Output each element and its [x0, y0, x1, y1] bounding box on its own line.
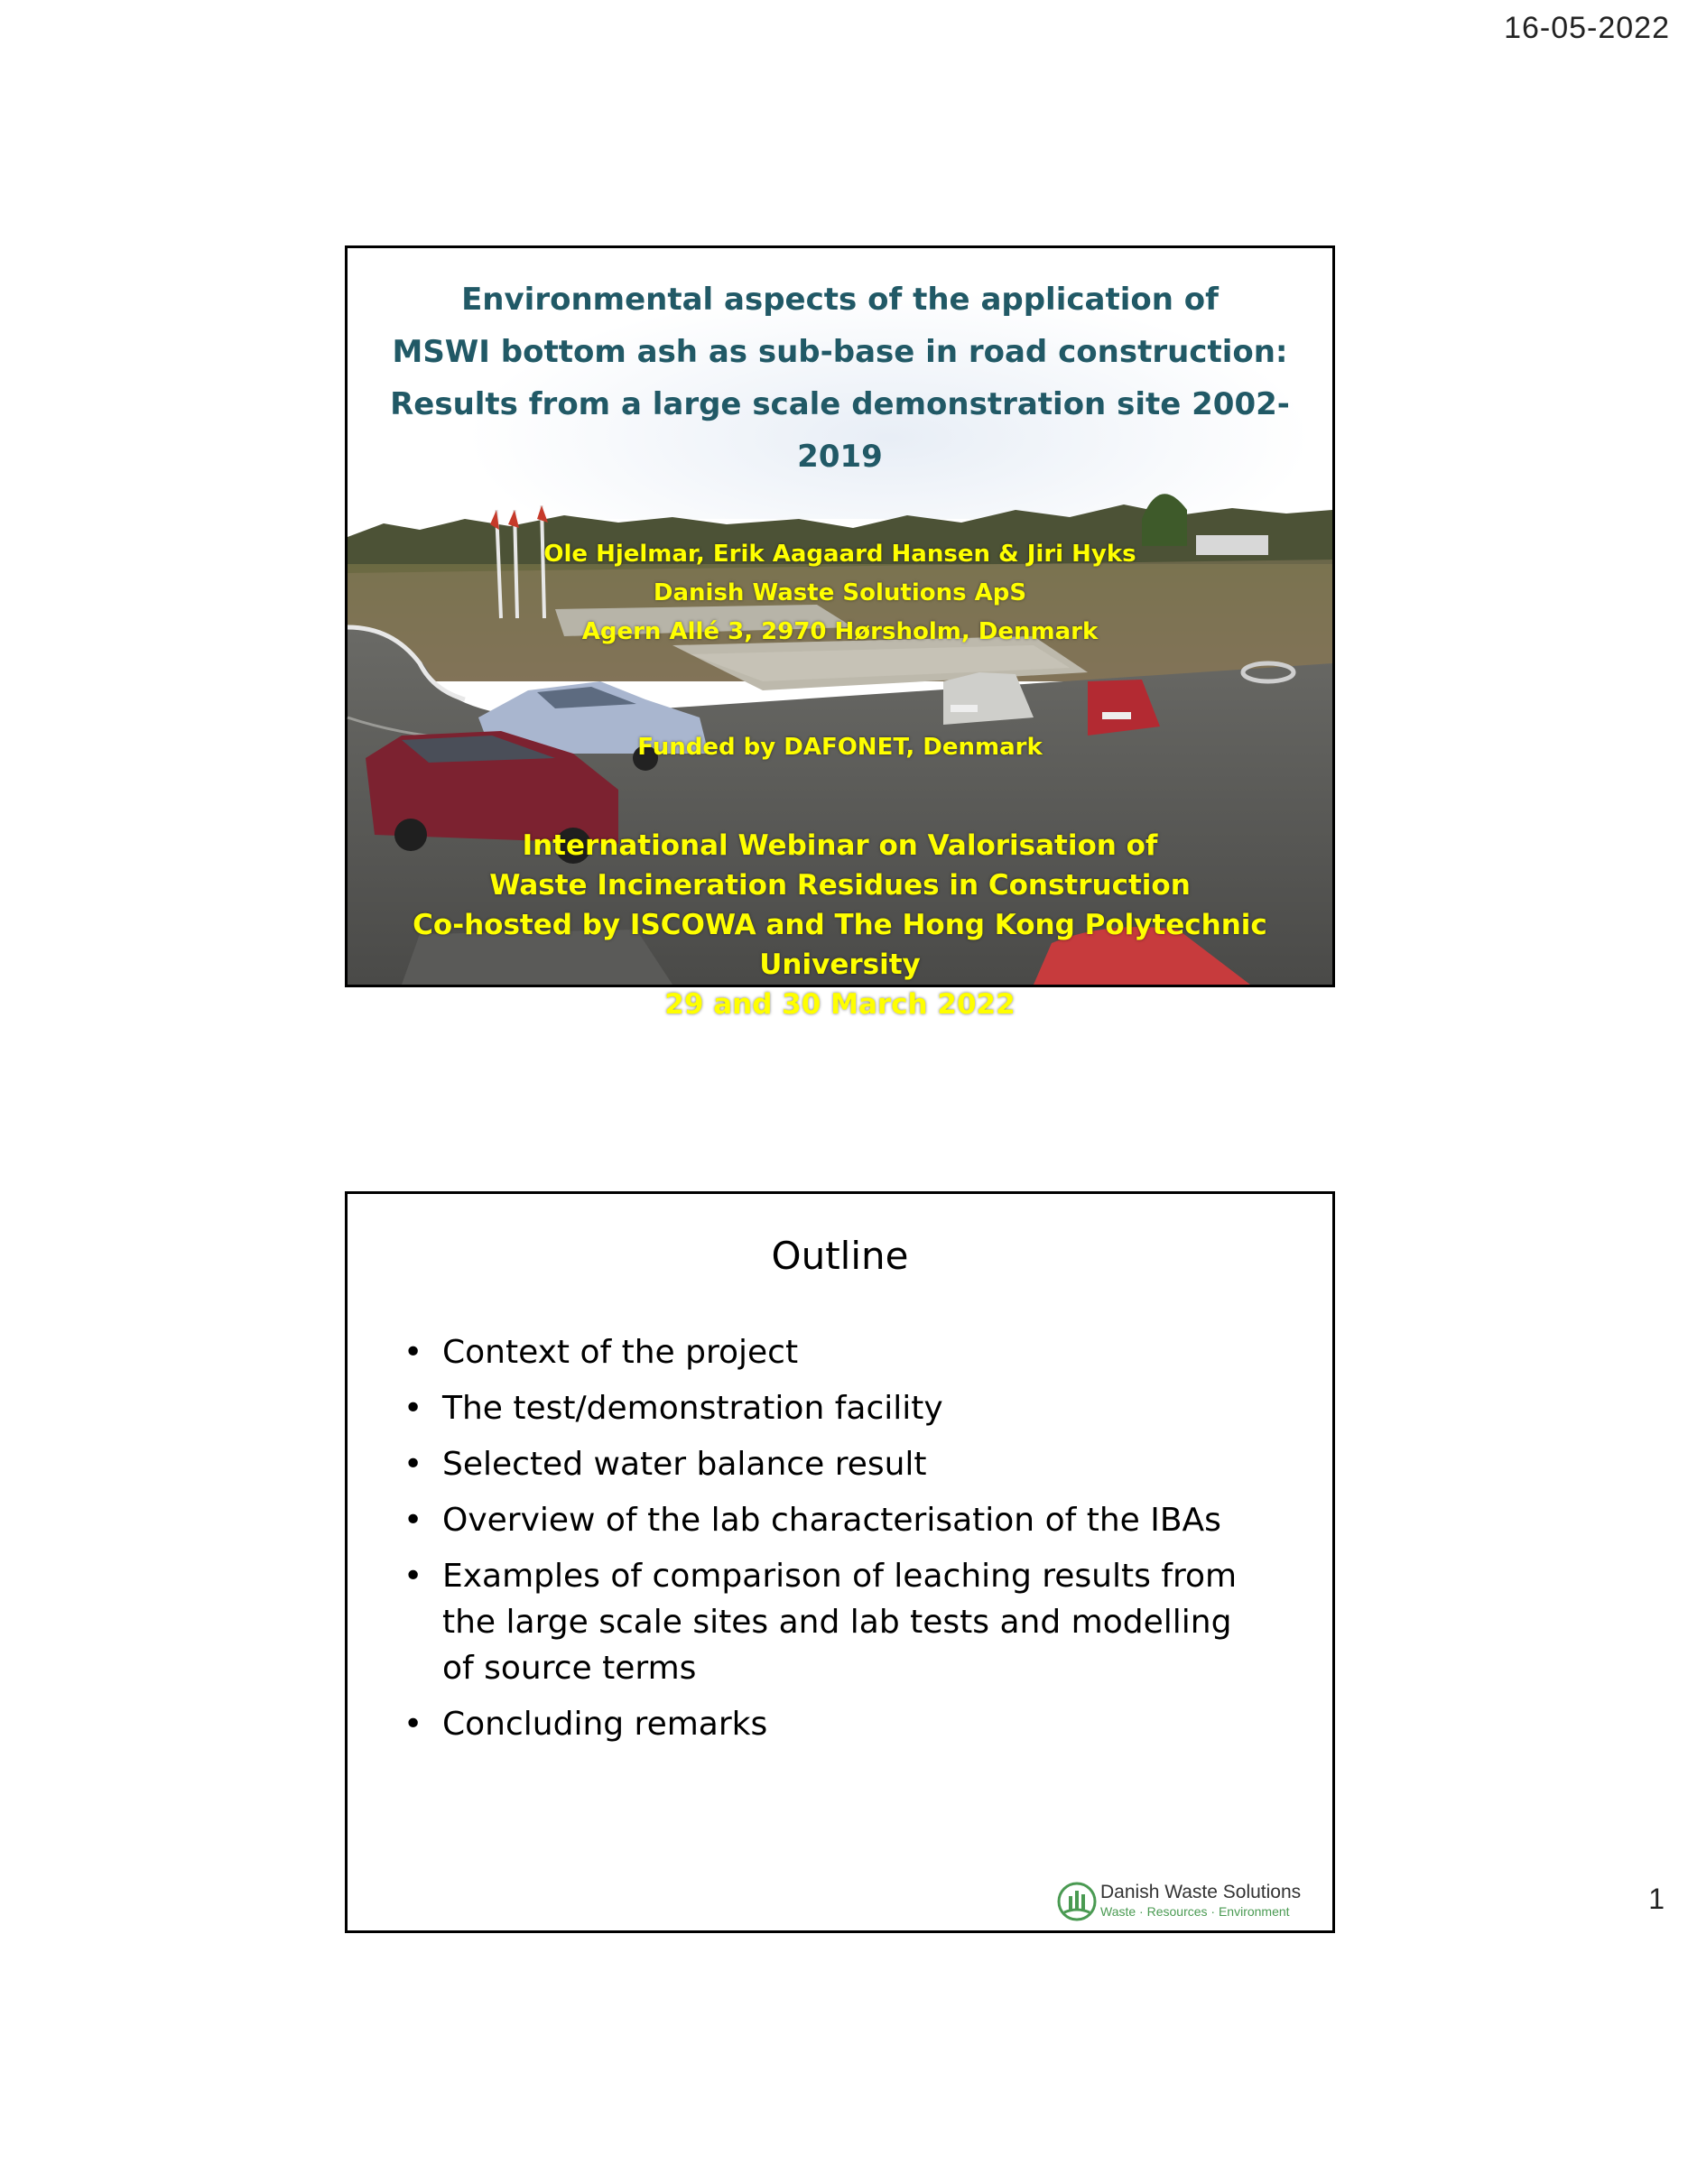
title-line: MSWI bottom ash as sub-base in road construction:	[392, 334, 1288, 370]
outline-title: Outline	[771, 1234, 909, 1278]
outline-slide	[345, 1191, 1335, 1933]
outline-item: • Selected water balance result	[403, 1441, 1270, 1487]
outline-item: • Concluding remarks	[403, 1701, 1270, 1747]
title-line: Environmental aspects of the application of	[461, 282, 1219, 318]
logo-tagline: Waste · Resources · Environment	[1100, 1904, 1290, 1919]
print-date: 16-05-2022	[1504, 11, 1670, 45]
webinar-line: International Webinar on Valorisation of	[522, 829, 1158, 862]
page-number: 1	[1648, 1883, 1665, 1915]
title-slide	[345, 245, 1335, 1021]
webinar-date: 29 and 30 March 2022	[664, 988, 1016, 1021]
outline-item: • Context of the project	[403, 1329, 1270, 1375]
webinar-line: Waste Incineration Residues in Construction	[489, 869, 1191, 902]
company-address: Agern Allé 3, 2970 Hørsholm, Denmark	[581, 618, 1099, 645]
authors-names: Ole Hjelmar, Erik Aagaard Hansen & Jiri Hyks	[543, 541, 1136, 568]
company-logo	[1057, 1880, 1301, 1925]
title-line: Results from a large scale demonstration site 2002-2019	[390, 386, 1290, 475]
outline-item: • Examples of comparison of leaching results from the large scale sites and lab tests and modelling of source terms	[403, 1553, 1270, 1691]
outline-item: • Overview of the lab characterisation of the IBAs	[403, 1497, 1270, 1543]
outline-list	[403, 1329, 1270, 1757]
authors-block	[348, 535, 1332, 652]
logo-name: Danish Waste Solutions	[1100, 1882, 1302, 1902]
webinar-block	[348, 826, 1332, 1024]
danish-waste-solutions-logo-icon	[1057, 1882, 1097, 1921]
slide1-title	[348, 273, 1332, 483]
company-name: Danish Waste Solutions ApS	[653, 579, 1027, 606]
webinar-line: Co-hosted by ISCOWA and The Hong Kong Polytechnic University	[413, 909, 1267, 981]
funding-note: Funded by DAFONET, Denmark	[637, 734, 1043, 761]
outline-item: • The test/demonstration facility	[403, 1385, 1270, 1431]
